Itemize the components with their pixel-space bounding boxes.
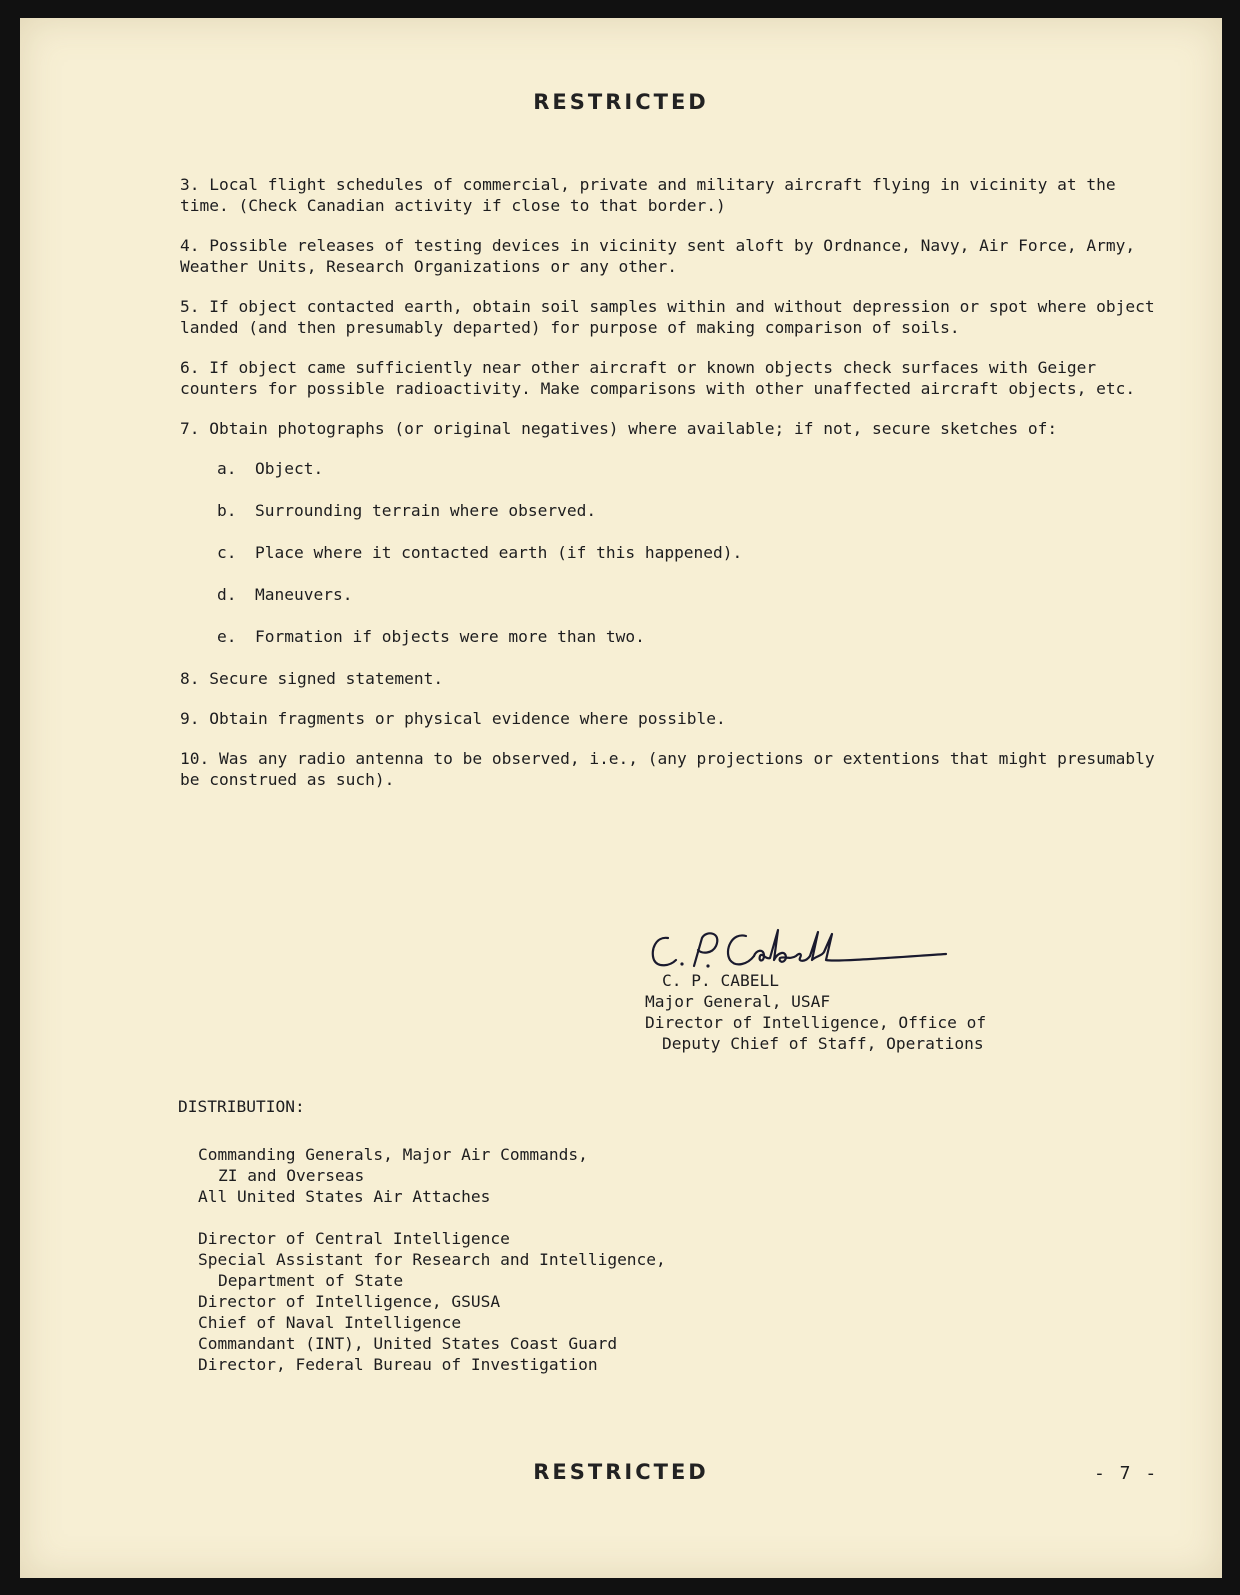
sketch-item-d: d. Maneuvers. (217, 585, 353, 604)
page-number: - 7 - (1094, 1463, 1159, 1484)
paragraph-10: 10. Was any radio antenna to be observed, i.e., (any projections or extentions that might presumably be construed as such). (180, 749, 1155, 789)
document-page (20, 18, 1222, 1578)
paragraph-8: 8. Secure signed statement. (180, 669, 444, 688)
paragraph-3: 3. Local flight schedules of commercial, private and military aircraft flying in vicinity at the time. (Check Canadian activity if close to that border.) (180, 175, 1116, 215)
signer-name: C. P. CABELL (662, 971, 779, 990)
distribution-item: Special Assistant for Research and Intelligence, (198, 1250, 666, 1269)
sketch-item-b: b. Surrounding terrain where observed. (217, 501, 597, 520)
distribution-item: Commandant (INT), United States Coast Guard (198, 1334, 618, 1353)
classification-stamp-top: RESTRICTED (533, 90, 709, 114)
signer-rank: Major General, USAF (645, 992, 831, 1011)
signature-block (645, 970, 986, 1054)
document-body (180, 174, 1155, 809)
signer-title-line2: Deputy Chief of Staff, Operations (662, 1034, 984, 1053)
distribution-item: Director, Federal Bureau of Investigation (198, 1355, 598, 1374)
distribution-heading: DISTRIBUTION: (178, 1097, 305, 1116)
distribution-section (178, 1096, 666, 1375)
paragraph-9: 9. Obtain fragments or physical evidence where possible. (180, 709, 726, 728)
distribution-item: Director of Intelligence, GSUSA (198, 1292, 501, 1311)
distribution-item: ZI and Overseas (218, 1166, 365, 1185)
classification-stamp-bottom: RESTRICTED (533, 1460, 709, 1484)
paragraph-5: 5. If object contacted earth, obtain soil samples within and without depression or spot where object landed (and then presumably departed) for purpose of making comparison of soils. (180, 297, 1155, 337)
distribution-item: Chief of Naval Intelligence (198, 1313, 462, 1332)
distribution-item: Commanding Generals, Major Air Commands, (198, 1145, 588, 1164)
paragraph-4: 4. Possible releases of testing devices in vicinity sent aloft by Ordnance, Navy, Air Force, Army, Weather Units, Research Organizations or any other. (180, 236, 1136, 276)
distribution-spacer (198, 1207, 666, 1228)
distribution-list (198, 1144, 666, 1375)
distribution-item: All United States Air Attaches (198, 1187, 491, 1206)
sketch-item-c: c. Place where it contacted earth (if this happened). (217, 543, 743, 562)
sketch-item-e: e. Formation if objects were more than two. (217, 627, 645, 646)
distribution-item: Department of State (218, 1271, 404, 1290)
paragraph-7: 7. Obtain photographs (or original negatives) where available; if not, secure sketches of: (180, 419, 1058, 438)
distribution-item: Director of Central Intelligence (198, 1229, 510, 1248)
signer-title-line1: Director of Intelligence, Office of (645, 1013, 987, 1032)
sketch-item-a: a. Object. (217, 459, 324, 478)
paragraph-6: 6. If object came sufficiently near other aircraft or known objects check surfaces with Geiger counters for possible radioactivity. Make comparisons with other unaffected aircraft objects, etc. (180, 358, 1136, 398)
handwritten-signature (646, 916, 966, 976)
